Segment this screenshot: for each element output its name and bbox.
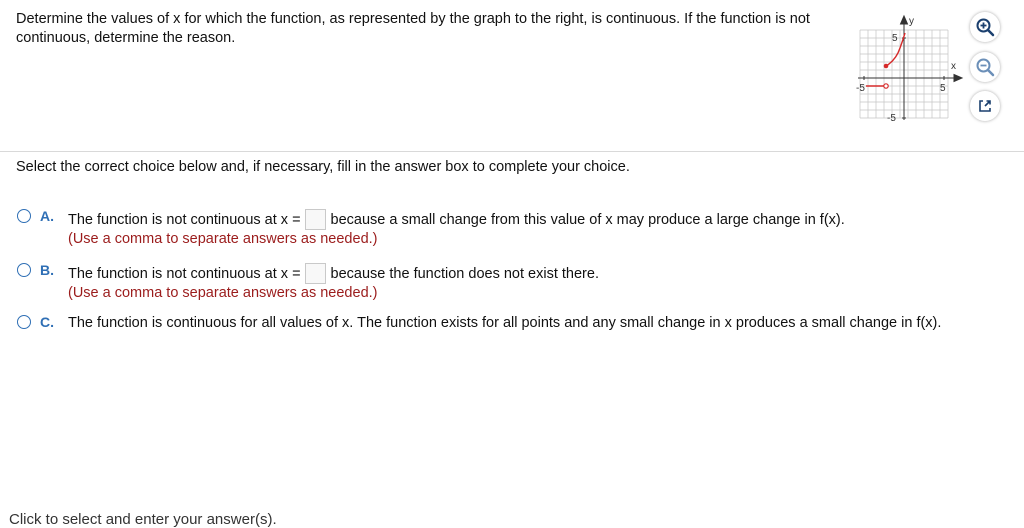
zoom-out-icon (975, 57, 995, 77)
choice-a-text-after: because a small change from this value of x may produce a large change in f(x). (330, 211, 845, 228)
choice-b-radio[interactable] (17, 263, 31, 277)
graph-x-axis-label: x (951, 61, 956, 72)
instruction-text: Select the correct choice below and, if necessary, fill in the answer box to complete your choice. (16, 159, 630, 175)
zoom-in-icon (975, 17, 995, 37)
choice-b-letter: B. (40, 262, 54, 278)
closed-endpoint (884, 64, 889, 69)
graph-tick-x-left: -5 (856, 83, 865, 94)
choice-b-answer-box[interactable] (305, 263, 326, 284)
choice-a-answer-box[interactable] (305, 209, 326, 230)
choice-a-text-before: The function is not continuous at x = (68, 211, 301, 228)
graph-tick-x-right: 5 (940, 83, 946, 94)
graph-tick-y-bottom: -5 (887, 113, 896, 122)
choice-a-radio[interactable] (17, 209, 31, 223)
choice-a-hint: (Use a comma to separate answers as needed.) (68, 231, 378, 247)
choice-a-letter: A. (40, 208, 54, 224)
popout-button[interactable] (970, 91, 1000, 121)
zoom-out-button[interactable] (970, 52, 1000, 82)
choice-b-text-before: The function is not continuous at x = (68, 265, 301, 282)
choice-c-text: The function is continuous for all values of x. The function exists for all points and any small change in x produces a small change in f(x). (68, 315, 942, 331)
function-graph[interactable] (852, 10, 964, 122)
choice-b-hint: (Use a comma to separate answers as needed.) (68, 285, 378, 301)
popout-icon (977, 98, 993, 114)
graph-tick-y-top: 5 (892, 33, 898, 44)
zoom-in-button[interactable] (970, 12, 1000, 42)
graph-y-axis-label: y (909, 16, 914, 27)
divider (0, 151, 1024, 152)
footer-status: Click to select and enter your answer(s). (9, 511, 277, 528)
choice-b-text-after: because the function does not exist there. (330, 265, 599, 282)
choice-c-letter: C. (40, 314, 54, 330)
graph-axes (858, 16, 962, 120)
open-endpoint (884, 84, 888, 88)
choice-c-radio[interactable] (17, 315, 31, 329)
question-text: Determine the values of x for which the function, as represented by the graph to the right, is continuous. If the function is not continuous, determine the reason. (16, 11, 810, 46)
